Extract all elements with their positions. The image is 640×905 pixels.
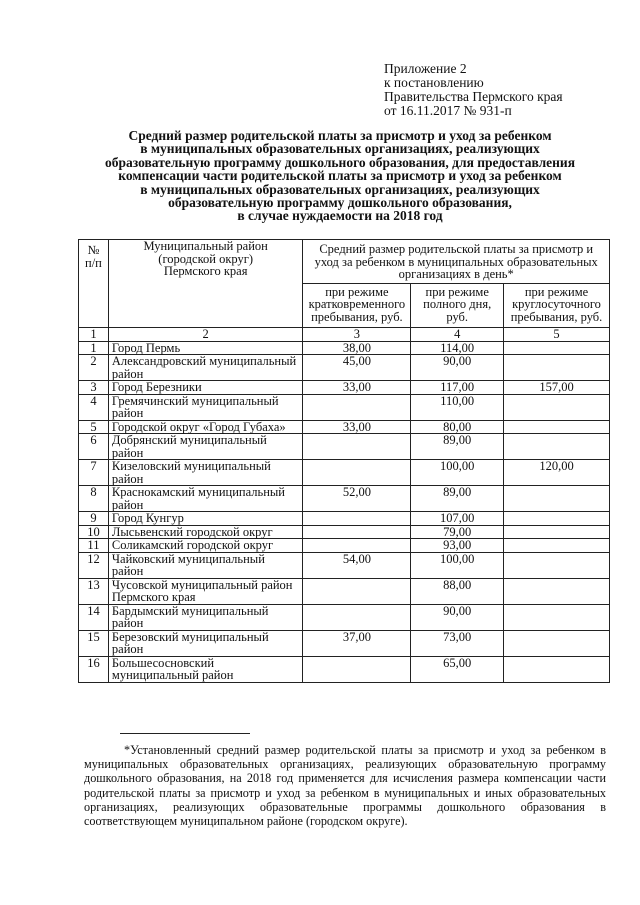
full-day-fee-cell: 89,00 <box>411 434 504 460</box>
district-name-cell: Город Кунгур <box>108 512 303 526</box>
short-stay-fee-cell <box>303 656 411 682</box>
column-number: 5 <box>504 328 610 342</box>
footnote-divider <box>120 733 250 734</box>
short-stay-fee-cell: 52,00 <box>303 486 411 512</box>
table-row <box>79 486 610 512</box>
row-number-cell: 7 <box>79 460 109 486</box>
table-row <box>79 460 610 486</box>
column-number: 2 <box>108 328 303 342</box>
short-stay-fee-cell <box>303 434 411 460</box>
round-the-clock-fee-cell <box>504 355 610 381</box>
fees-table <box>78 239 610 683</box>
title-line: Средний размер родительской платы за присмотр и уход за ребенком <box>128 128 552 143</box>
round-the-clock-fee-cell <box>504 394 610 420</box>
full-day-fee-cell: 114,00 <box>411 341 504 355</box>
round-the-clock-fee-cell <box>504 630 610 656</box>
footnote: *Установленный средний размер родительской платы за присмотр и уход за ребенком в муниципальных образовательных организациях, реализующих образовательную программу дошкольного образования, на 2018 год применяется для исчисления размера компенсации части родительской платы за присмотр и уход за ребенком в муниципальных и иных образовательных организациях, реализующих образовательные программы дошкольного образования в соответствующем муниципальном районе (городском округе). <box>84 743 606 829</box>
table-row <box>79 381 610 395</box>
appendix-line: Правительства Пермского края <box>384 89 563 104</box>
round-the-clock-fee-cell <box>504 525 610 539</box>
row-number-cell: 5 <box>79 420 109 434</box>
district-name-cell: Березовский муниципальный район <box>108 630 303 656</box>
title-line: в муниципальных образовательных организациях, реализующих <box>140 181 540 197</box>
round-the-clock-fee-cell <box>504 420 610 434</box>
short-stay-fee-cell: 45,00 <box>303 355 411 381</box>
district-name-cell: Чусовской муниципальный район Пермского края <box>108 578 303 604</box>
table-row <box>79 604 610 630</box>
short-stay-fee-cell <box>303 525 411 539</box>
table-row <box>79 512 610 526</box>
row-number-cell: 4 <box>79 394 109 420</box>
round-the-clock-fee-cell <box>504 656 610 682</box>
column-number: 1 <box>79 328 109 342</box>
table-row <box>79 394 610 420</box>
row-number-cell: 11 <box>79 539 109 553</box>
full-day-fee-cell: 73,00 <box>411 630 504 656</box>
round-the-clock-fee-cell <box>504 486 610 512</box>
district-name-cell: Городской округ «Город Губаха» <box>108 420 303 434</box>
row-number-cell: 6 <box>79 434 109 460</box>
title-line: в случае нуждаемости на 2018 год <box>237 208 443 224</box>
district-name-cell: Гремячинский муниципальный район <box>108 394 303 420</box>
full-day-fee-cell: 88,00 <box>411 578 504 604</box>
short-stay-fee-cell: 33,00 <box>303 381 411 395</box>
district-name-cell: Краснокамский муниципальный район <box>108 486 303 512</box>
full-day-fee-cell: 80,00 <box>411 420 504 434</box>
header-number: № п/п <box>79 240 109 328</box>
table-header-row <box>79 240 610 284</box>
table-row <box>79 539 610 553</box>
district-name-cell: Бардымский муниципальный район <box>108 604 303 630</box>
column-numbers-row <box>79 328 610 342</box>
column-number: 4 <box>411 328 504 342</box>
short-stay-fee-cell: 54,00 <box>303 552 411 578</box>
round-the-clock-fee-cell <box>504 552 610 578</box>
district-name-cell: Чайковский муниципальный район <box>108 552 303 578</box>
short-stay-fee-cell: 38,00 <box>303 341 411 355</box>
row-number-cell: 15 <box>79 630 109 656</box>
row-number-cell: 13 <box>79 578 109 604</box>
table-row <box>79 355 610 381</box>
header-short-stay: при режиме кратковременного пребывания, руб. <box>303 283 411 328</box>
table-row <box>79 630 610 656</box>
round-the-clock-fee-cell: 157,00 <box>504 381 610 395</box>
appendix-block <box>384 62 563 118</box>
row-number-cell: 14 <box>79 604 109 630</box>
appendix-date: от 16.11.2017 № 931-п <box>384 103 512 118</box>
district-name-cell: Соликамский городской округ <box>108 539 303 553</box>
header-average-fee: Средний размер родительской платы за присмотр и уход за ребенком в муниципальных образовательных организациях в день* <box>303 240 610 284</box>
full-day-fee-cell: 90,00 <box>411 355 504 381</box>
short-stay-fee-cell: 33,00 <box>303 420 411 434</box>
round-the-clock-fee-cell <box>504 578 610 604</box>
title-line: образовательную программу дошкольного образования, <box>168 195 512 211</box>
full-day-fee-cell: 117,00 <box>411 381 504 395</box>
round-the-clock-fee-cell <box>504 341 610 355</box>
header-district: Муниципальный район (городской округ) Пермского края <box>108 240 303 328</box>
full-day-fee-cell: 100,00 <box>411 460 504 486</box>
row-number-cell: 9 <box>79 512 109 526</box>
row-number-cell: 8 <box>79 486 109 512</box>
district-name-cell: Большесосновский муниципальный район <box>108 656 303 682</box>
short-stay-fee-cell <box>303 604 411 630</box>
round-the-clock-fee-cell <box>504 512 610 526</box>
full-day-fee-cell: 89,00 <box>411 486 504 512</box>
header-round-the-clock: при режиме круглосуточного пребывания, руб. <box>504 283 610 328</box>
document-title <box>60 129 620 223</box>
round-the-clock-fee-cell <box>504 604 610 630</box>
district-name-cell: Город Пермь <box>108 341 303 355</box>
district-name-cell: Город Березники <box>108 381 303 395</box>
table-row <box>79 525 610 539</box>
full-day-fee-cell: 90,00 <box>411 604 504 630</box>
short-stay-fee-cell <box>303 539 411 553</box>
table-row <box>79 656 610 682</box>
appendix-line: к постановлению <box>384 75 484 90</box>
table-row <box>79 341 610 355</box>
round-the-clock-fee-cell <box>504 434 610 460</box>
full-day-fee-cell: 107,00 <box>411 512 504 526</box>
row-number-cell: 2 <box>79 355 109 381</box>
short-stay-fee-cell: 37,00 <box>303 630 411 656</box>
row-number-cell: 1 <box>79 341 109 355</box>
district-name-cell: Лысьвенский городской округ <box>108 525 303 539</box>
table-row <box>79 434 610 460</box>
full-day-fee-cell: 79,00 <box>411 525 504 539</box>
short-stay-fee-cell <box>303 512 411 526</box>
short-stay-fee-cell <box>303 460 411 486</box>
table-row <box>79 420 610 434</box>
row-number-cell: 12 <box>79 552 109 578</box>
full-day-fee-cell: 93,00 <box>411 539 504 553</box>
district-name-cell: Кизеловский муниципальный район <box>108 460 303 486</box>
district-name-cell: Александровский муниципальный район <box>108 355 303 381</box>
row-number-cell: 10 <box>79 525 109 539</box>
column-number: 3 <box>303 328 411 342</box>
row-number-cell: 16 <box>79 656 109 682</box>
short-stay-fee-cell <box>303 394 411 420</box>
title-line: образовательную программу дошкольного образования, для предоставления <box>104 154 576 170</box>
full-day-fee-cell: 65,00 <box>411 656 504 682</box>
round-the-clock-fee-cell <box>504 539 610 553</box>
table-row <box>79 578 610 604</box>
short-stay-fee-cell <box>303 578 411 604</box>
table-row <box>79 552 610 578</box>
appendix-title: Приложение 2 <box>384 61 467 76</box>
full-day-fee-cell: 110,00 <box>411 394 504 420</box>
header-full-day: при режиме полного дня, руб. <box>411 283 504 328</box>
title-line: компенсации части родительской платы за присмотр и уход за ребенком <box>118 168 562 184</box>
title-line: в муниципальных образовательных организациях, реализующих <box>140 141 540 157</box>
full-day-fee-cell: 100,00 <box>411 552 504 578</box>
row-number-cell: 3 <box>79 381 109 395</box>
round-the-clock-fee-cell: 120,00 <box>504 460 610 486</box>
district-name-cell: Добрянский муниципальный район <box>108 434 303 460</box>
